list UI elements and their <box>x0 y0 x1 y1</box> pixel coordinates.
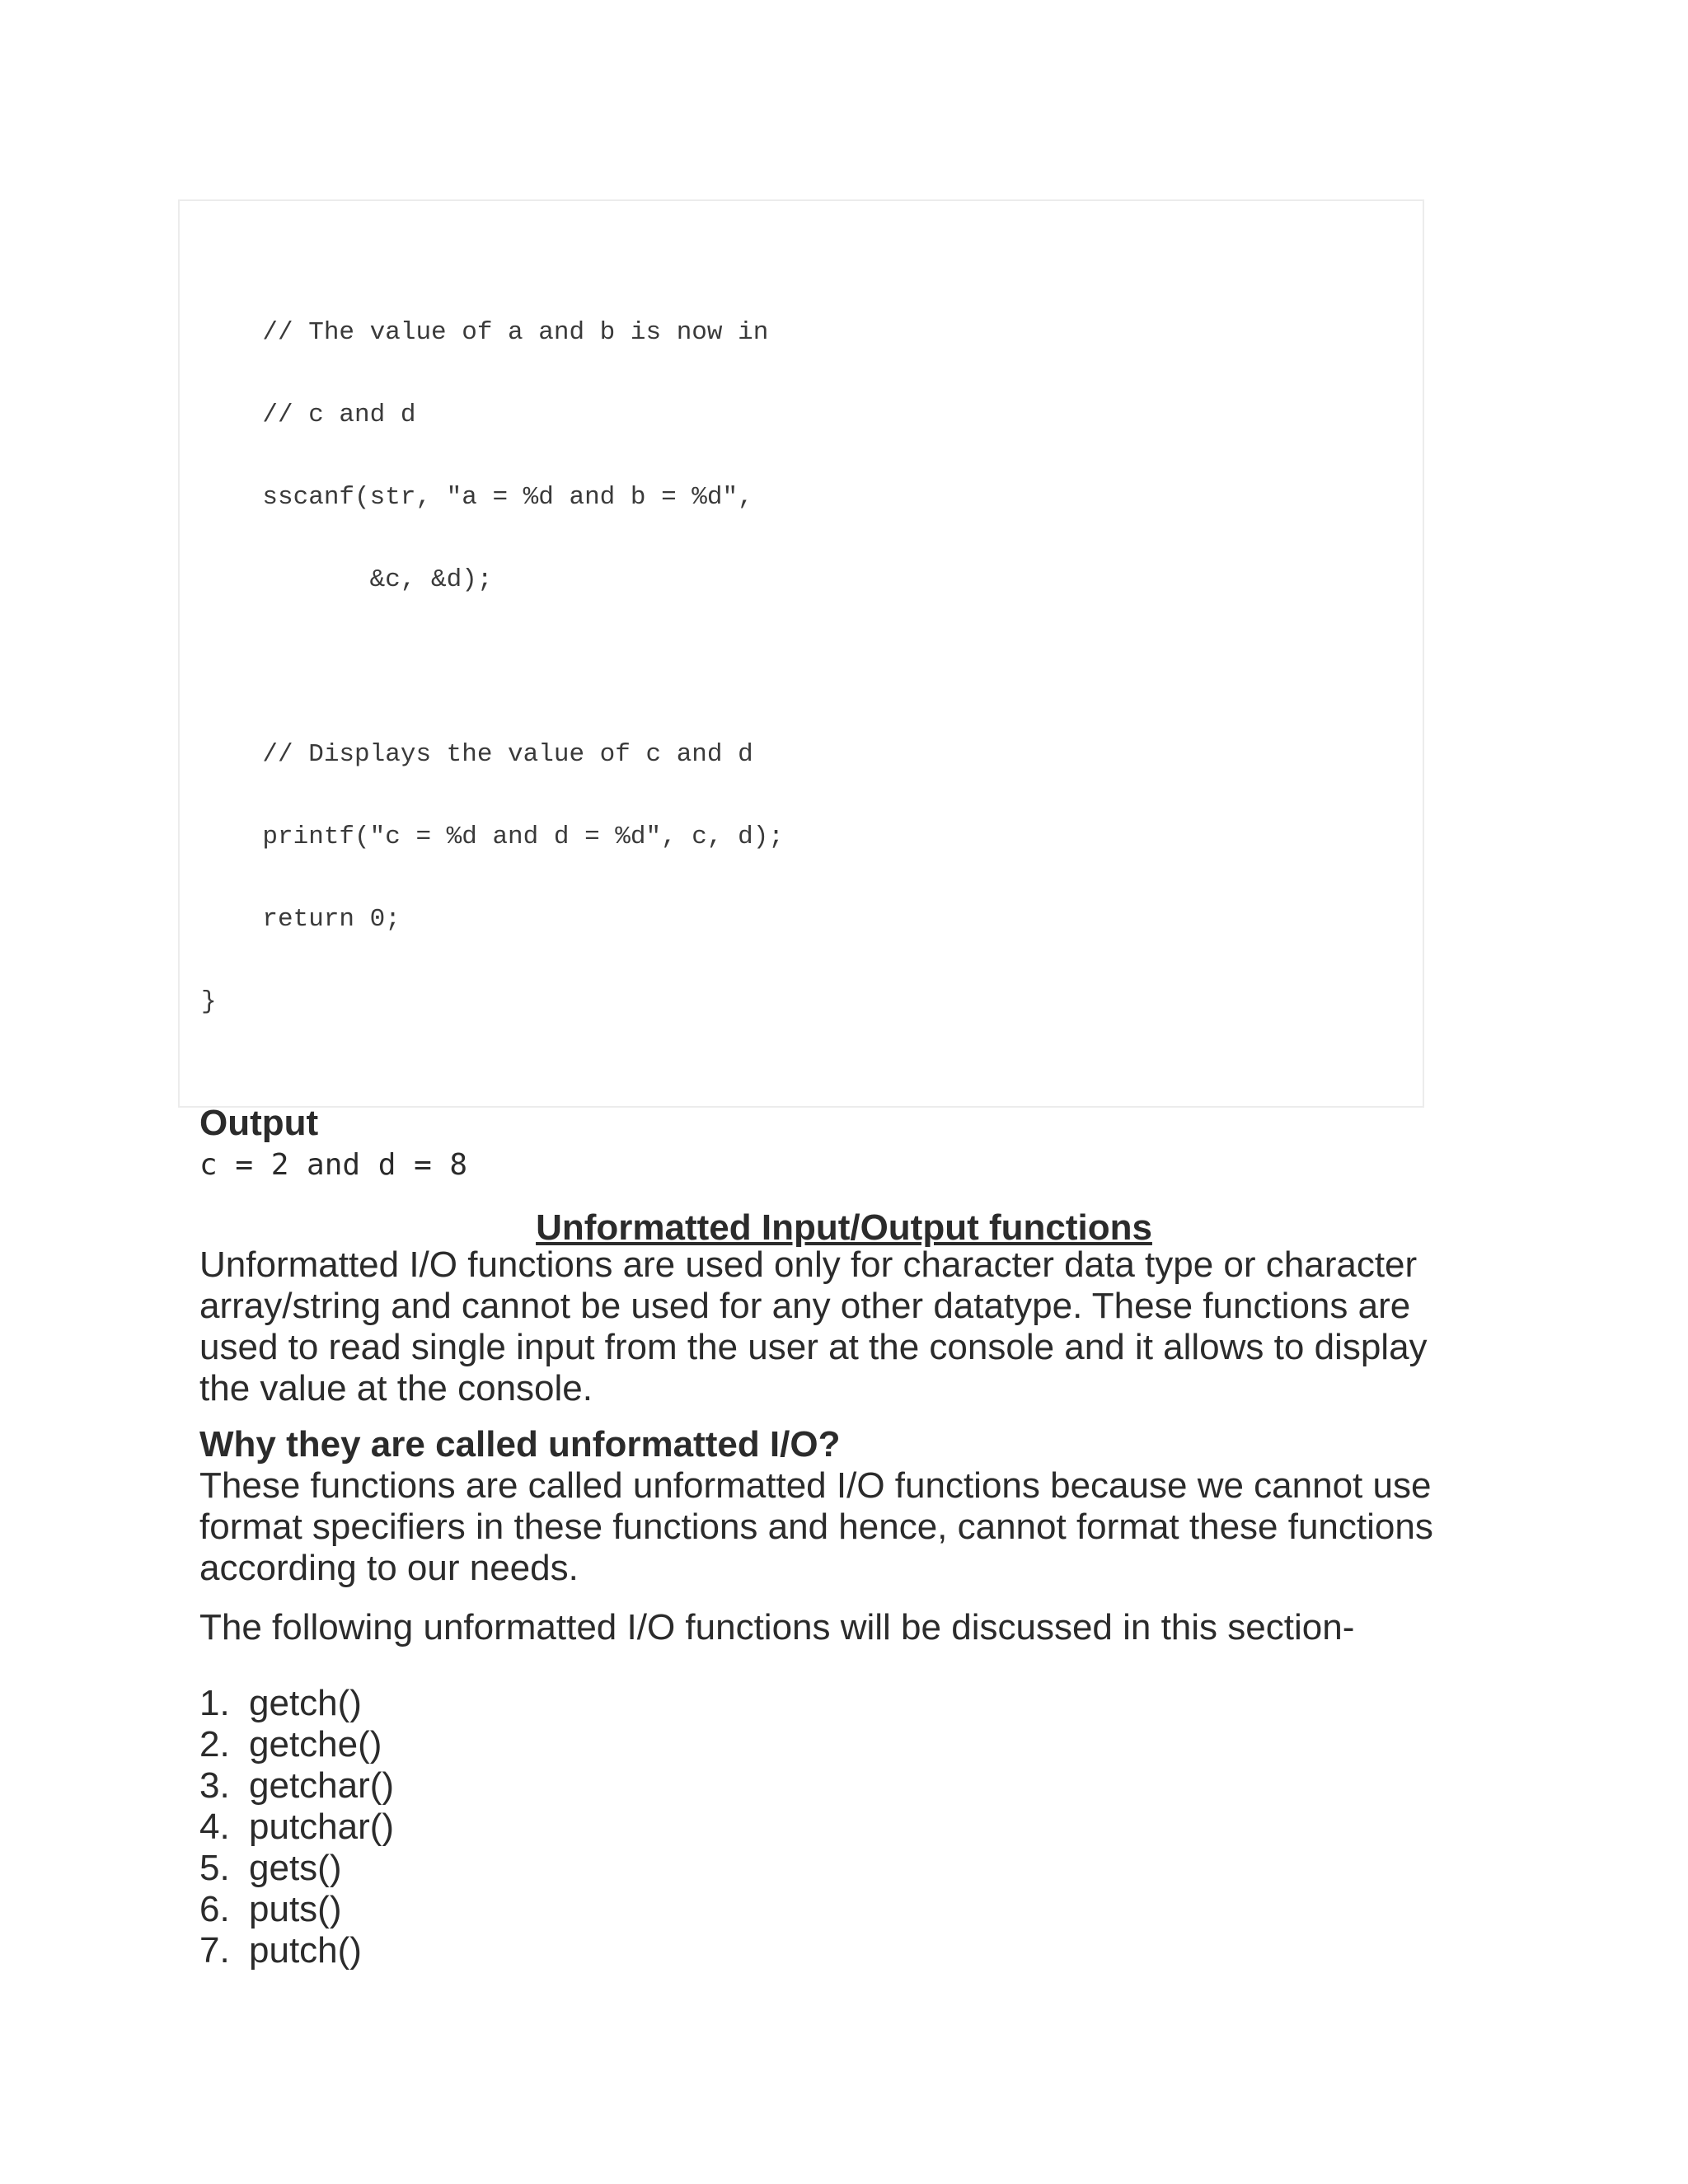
why-paragraph: These functions are called unformatted I/O functions because we cannot use format specifiers in these functions and hence, cannot format these functions according to our needs. <box>199 1465 1433 1588</box>
list-item <box>199 1724 394 1765</box>
code-line: } <box>201 987 217 1016</box>
code-line: // c and d <box>201 401 416 429</box>
code-line: &c, &d); <box>201 565 493 594</box>
code-line: // The value of a and b is now in <box>201 318 769 347</box>
function-name: getchar() <box>249 1765 395 1806</box>
function-name: gets() <box>249 1848 342 1888</box>
list-number: 1. <box>199 1683 230 1723</box>
list-item <box>199 1848 394 1889</box>
list-item <box>199 1889 394 1930</box>
list-item <box>199 1930 394 1971</box>
list-intro: The following unformatted I/O functions will be discussed in this section- <box>199 1607 1355 1647</box>
intro-paragraph: Unformatted I/O functions are used only for character data type or character array/string and cannot be used for any other datatype. These functions are used to read single input from the user at the console and it allows to display the value at the console. <box>199 1244 1428 1408</box>
list-number: 3. <box>199 1765 230 1806</box>
list-number: 5. <box>199 1848 230 1888</box>
list-number: 6. <box>199 1889 230 1929</box>
function-name: putch() <box>249 1930 362 1971</box>
why-heading: Why they are called unformatted I/O? <box>199 1424 841 1465</box>
function-list <box>199 1683 394 1971</box>
code-line: sscanf(str, "a = %d and b = %d", <box>201 483 753 512</box>
function-name: putchar() <box>249 1807 395 1847</box>
list-number: 2. <box>199 1724 230 1765</box>
code-line: printf("c = %d and d = %d", c, d); <box>201 823 784 851</box>
list-item <box>199 1765 394 1807</box>
output-value: c = 2 and d = 8 <box>199 1148 468 1182</box>
list-number: 7. <box>199 1930 230 1971</box>
list-number: 4. <box>199 1807 230 1847</box>
section-title: Unformatted Input/Output functions <box>536 1207 1152 1248</box>
output-heading: Output <box>199 1103 319 1143</box>
code-block <box>178 199 1424 1108</box>
function-name: puts() <box>249 1889 342 1929</box>
code-line: // Displays the value of c and d <box>201 740 753 769</box>
list-item <box>199 1683 394 1724</box>
list-item <box>199 1807 394 1848</box>
code-line: return 0; <box>201 905 401 934</box>
function-name: getche() <box>249 1724 382 1765</box>
function-name: getch() <box>249 1683 362 1723</box>
